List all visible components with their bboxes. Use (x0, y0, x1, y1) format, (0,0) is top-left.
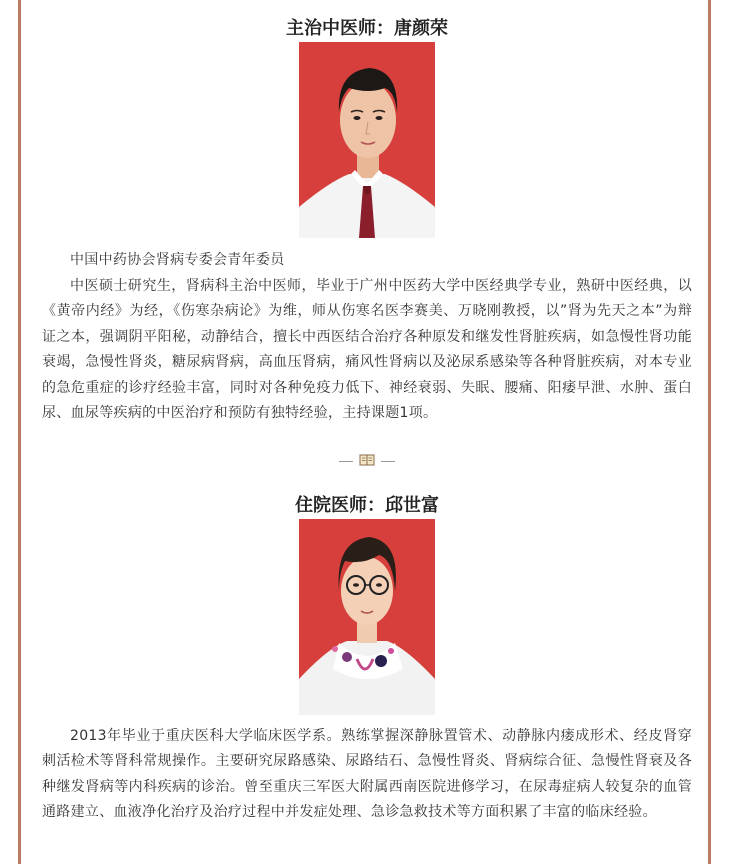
doctor2-title: 住院医师：邱世富 (295, 494, 439, 516)
doctor1-portrait-image (299, 42, 435, 238)
doctor2-portrait-image (299, 519, 435, 715)
separator-line-right (381, 461, 395, 462)
doctor1-paragraph-1: 中国中药协会肾病专委会青年委员 (70, 252, 285, 268)
section-separator (42, 449, 692, 475)
book-icon (359, 452, 375, 471)
separator-line-left (339, 461, 353, 462)
article-content (42, 0, 692, 826)
doctor1-paragraph-2: 中医硕士研究生，肾病科主治中医师，毕业于广州中医药大学中医经典学专业，熟研中医经典，以《黄帝内经》为经，《伤寒杂病论》为维，师从伤寒名医李赛美、万晓刚教授，以”肾为先天之本”为辩证之本，强调阴平阳秘，动静结合，擅长中西医结合治疗各种原发和继发性肾脏疾病，如急慢性肾功能衰竭，急慢性肾炎，糖尿病肾病，高血压肾病，痛风性肾病以及泌尿系感染等各种肾脏疾病，对本专业的急危重症的诊疗经验丰富，同时对各种免疫力低下、神经衰弱、失眠、腰痛、阳痿早泄、水肿、蛋白尿、血尿等疾病的中医治疗和预防有独特经验，主持课题1项。 (42, 277, 692, 421)
doctor1-photo (299, 42, 435, 238)
doctor2-photo (299, 519, 435, 715)
doctor2-paragraph-1: 2013年毕业于重庆医科大学临床医学系。熟练掌握深静脉置管术、动静脉内瘘成形术、经皮肾穿刺活检术等肾科常规操作。主要研究尿路感染、尿路结石、急慢性肾炎、肾病综合征、急慢性肾衰及各种继发肾病等内科疾病的诊治。曾至重庆三军医大附属西南医院进修学习，在尿毒症病人较复杂的血管通路建立、血液净化治疗及治疗过程中并发症处理、急诊急救技术等方面积累了丰富的临床经验。 (42, 727, 692, 820)
doctor1-title: 主治中医师：唐颜荣 (286, 18, 448, 39)
